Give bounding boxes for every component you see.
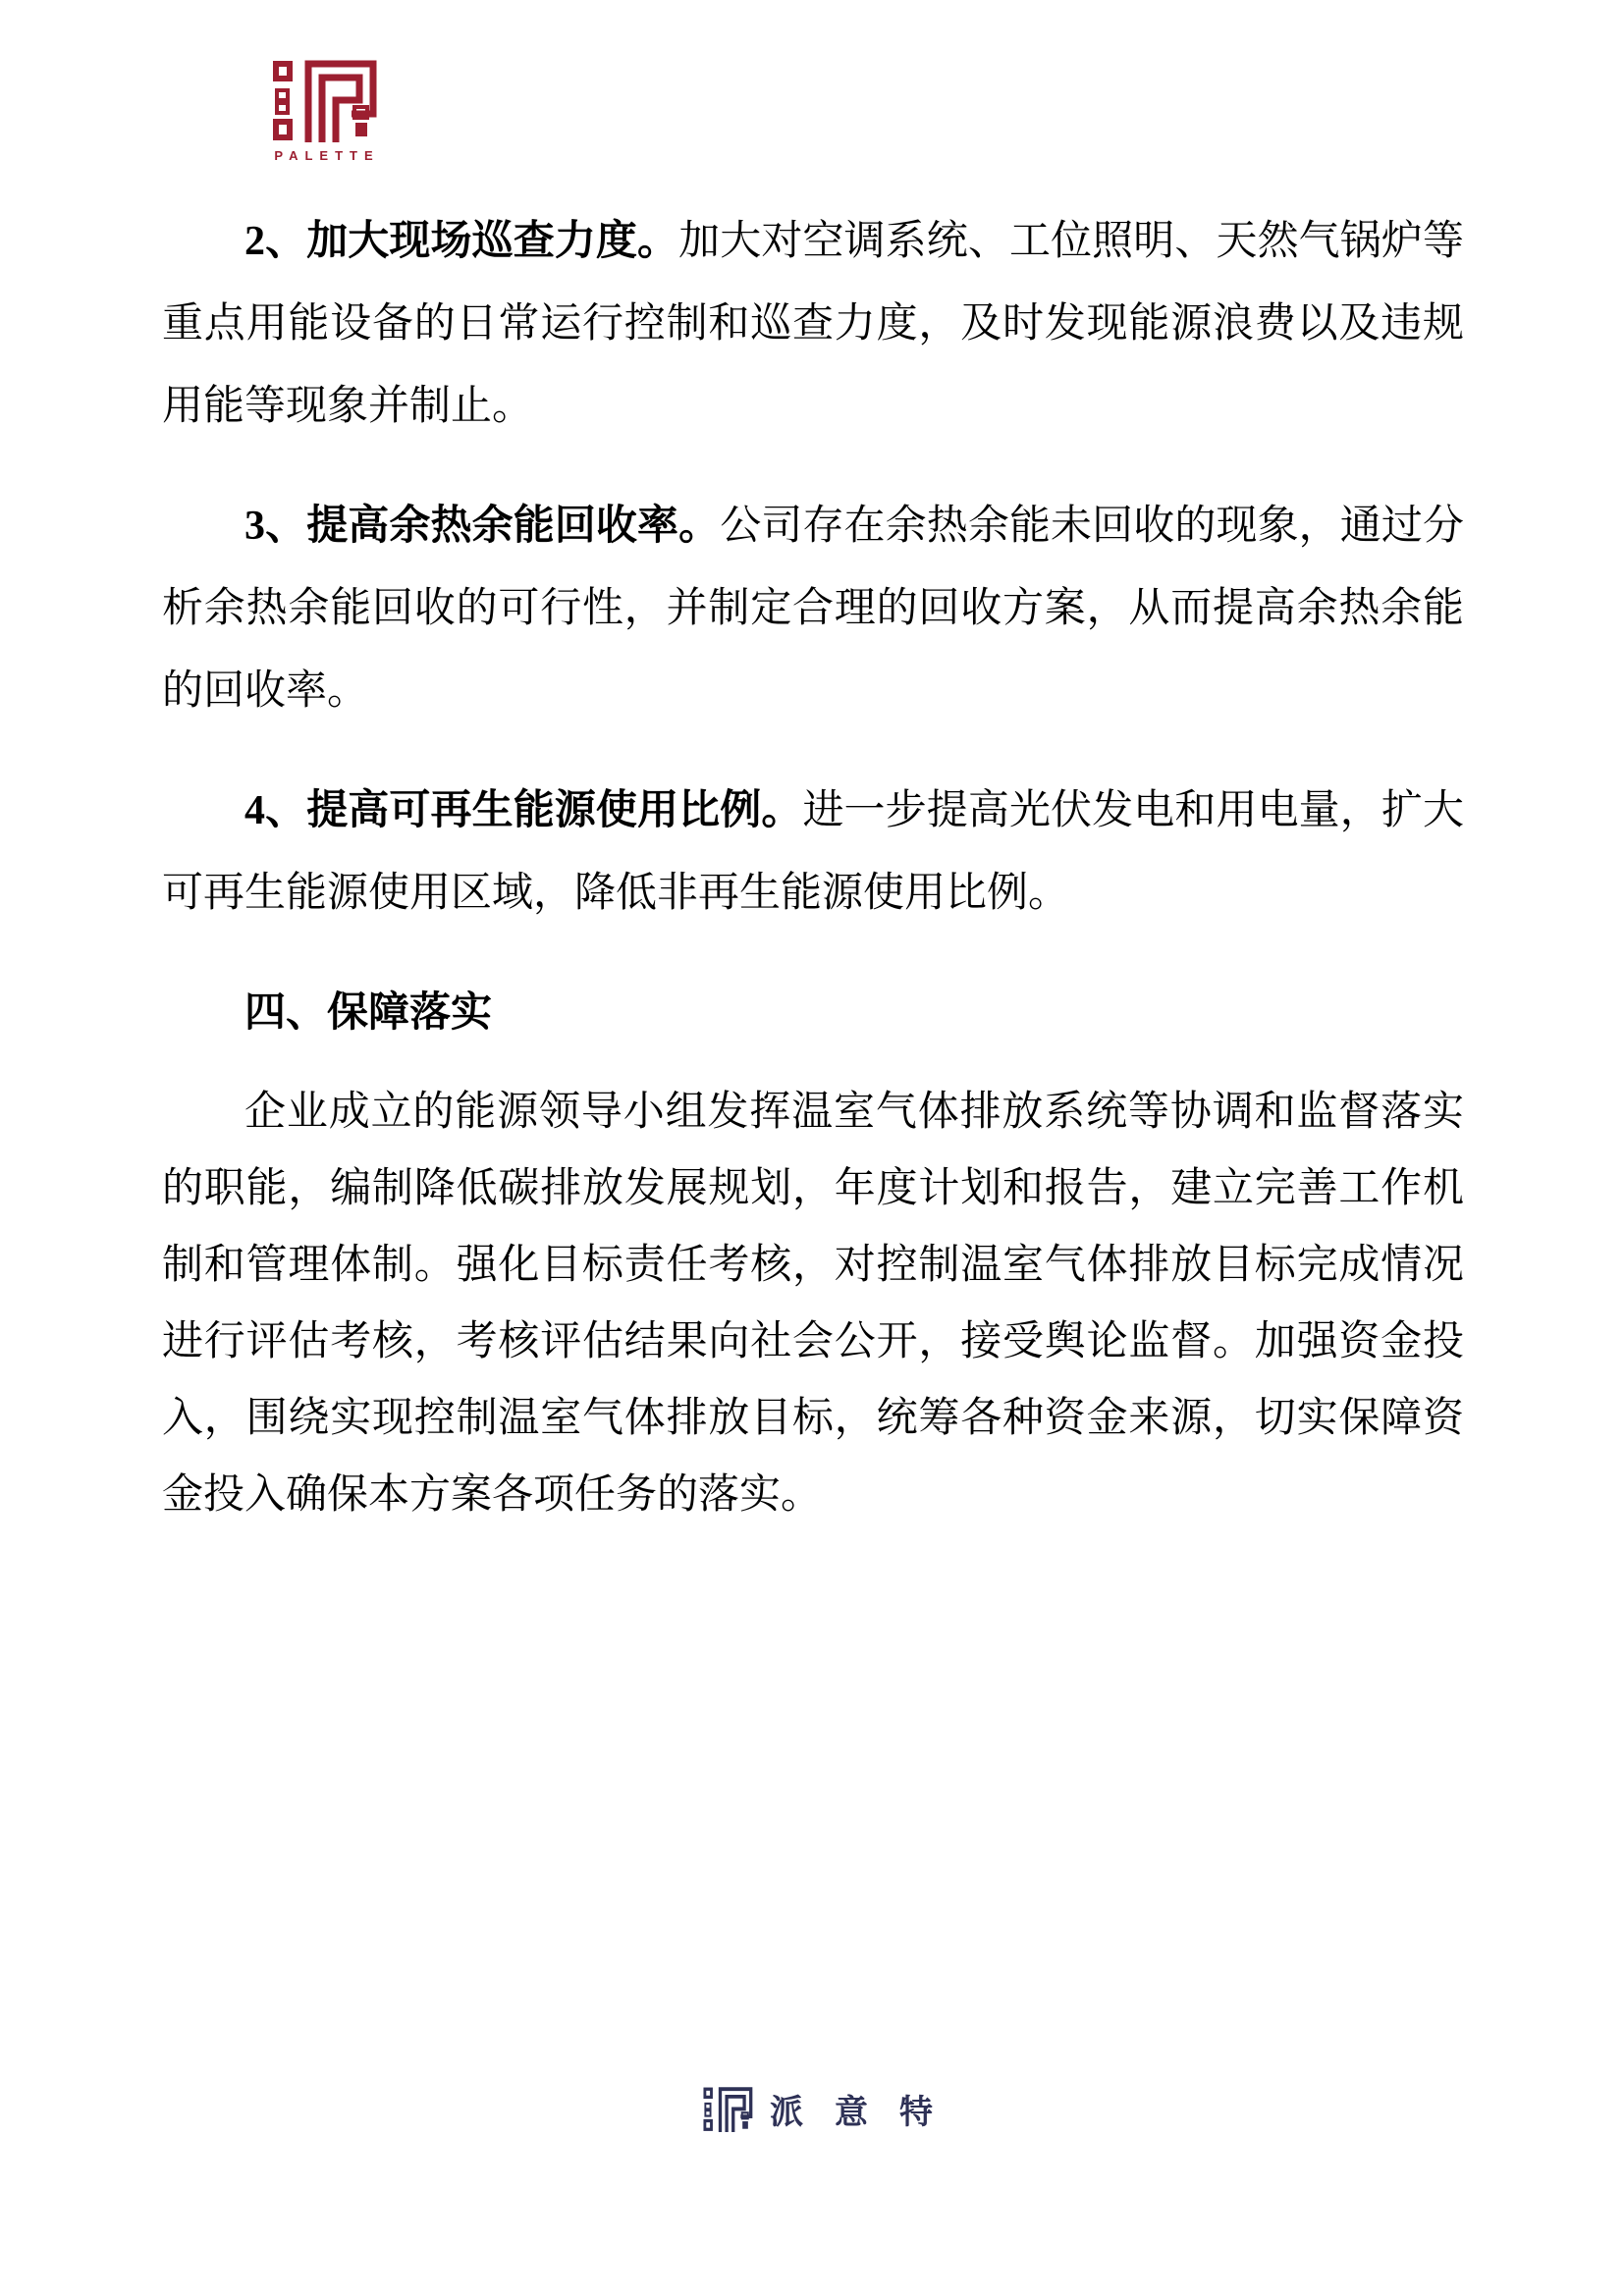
palette-logo-icon xyxy=(272,59,380,143)
paragraph xyxy=(162,485,1464,732)
section-heading: 四、保障落实 xyxy=(244,990,493,1036)
closing-paragraph: 企业成立的能源领导小组发挥温室气体排放系统等协调和监督落实的职能，编制降低碳排放发展规划，年度计划和报告，建立完善工作机制和管理体制。强化目标责任考核，对控制温室气体排放目标完成情况进行评估考核，考核评估结果向社会公开，接受舆论监督。加强资金投入，围绕实现控制温室气体排放目标，统筹各种资金来源，切实保障资金投入确保本方案各项任务的落实。 xyxy=(162,1090,1464,1518)
paragraph-lead: 2、加大现场巡查力度。 xyxy=(244,219,679,264)
paragraph-lead: 3、提高余热余能回收率。 xyxy=(244,504,721,549)
paragraph-body: 加大对空调系统、工位照明、天然气锅炉等重点用能设备的日常运行控制和巡查力度，及时发现能源浪费以及违规用能等现象并制止。 xyxy=(162,219,1464,429)
paragraph-body: 进一步提高光伏发电和用电量，扩大可再生能源使用区域，降低非再生能源使用比例。 xyxy=(162,788,1464,916)
footer-wordmark: 派意特 xyxy=(770,2094,964,2131)
paragraph xyxy=(162,200,1464,448)
palette-logo-wordmark: PALETTE xyxy=(274,148,380,163)
paragraph-lead: 4、提高可再生能源使用比例。 xyxy=(244,788,803,833)
palette-logo xyxy=(272,59,382,163)
document-body xyxy=(162,200,1464,1533)
paragraph xyxy=(162,770,1464,934)
paragraph-body: 公司存在余热余能未回收的现象，通过分析余热余能回收的可行性，并制定合理的回收方案，从而提高余热余能的回收率。 xyxy=(162,504,1464,714)
footer-logo xyxy=(703,2085,964,2133)
paiyite-logo-icon xyxy=(703,2087,754,2132)
